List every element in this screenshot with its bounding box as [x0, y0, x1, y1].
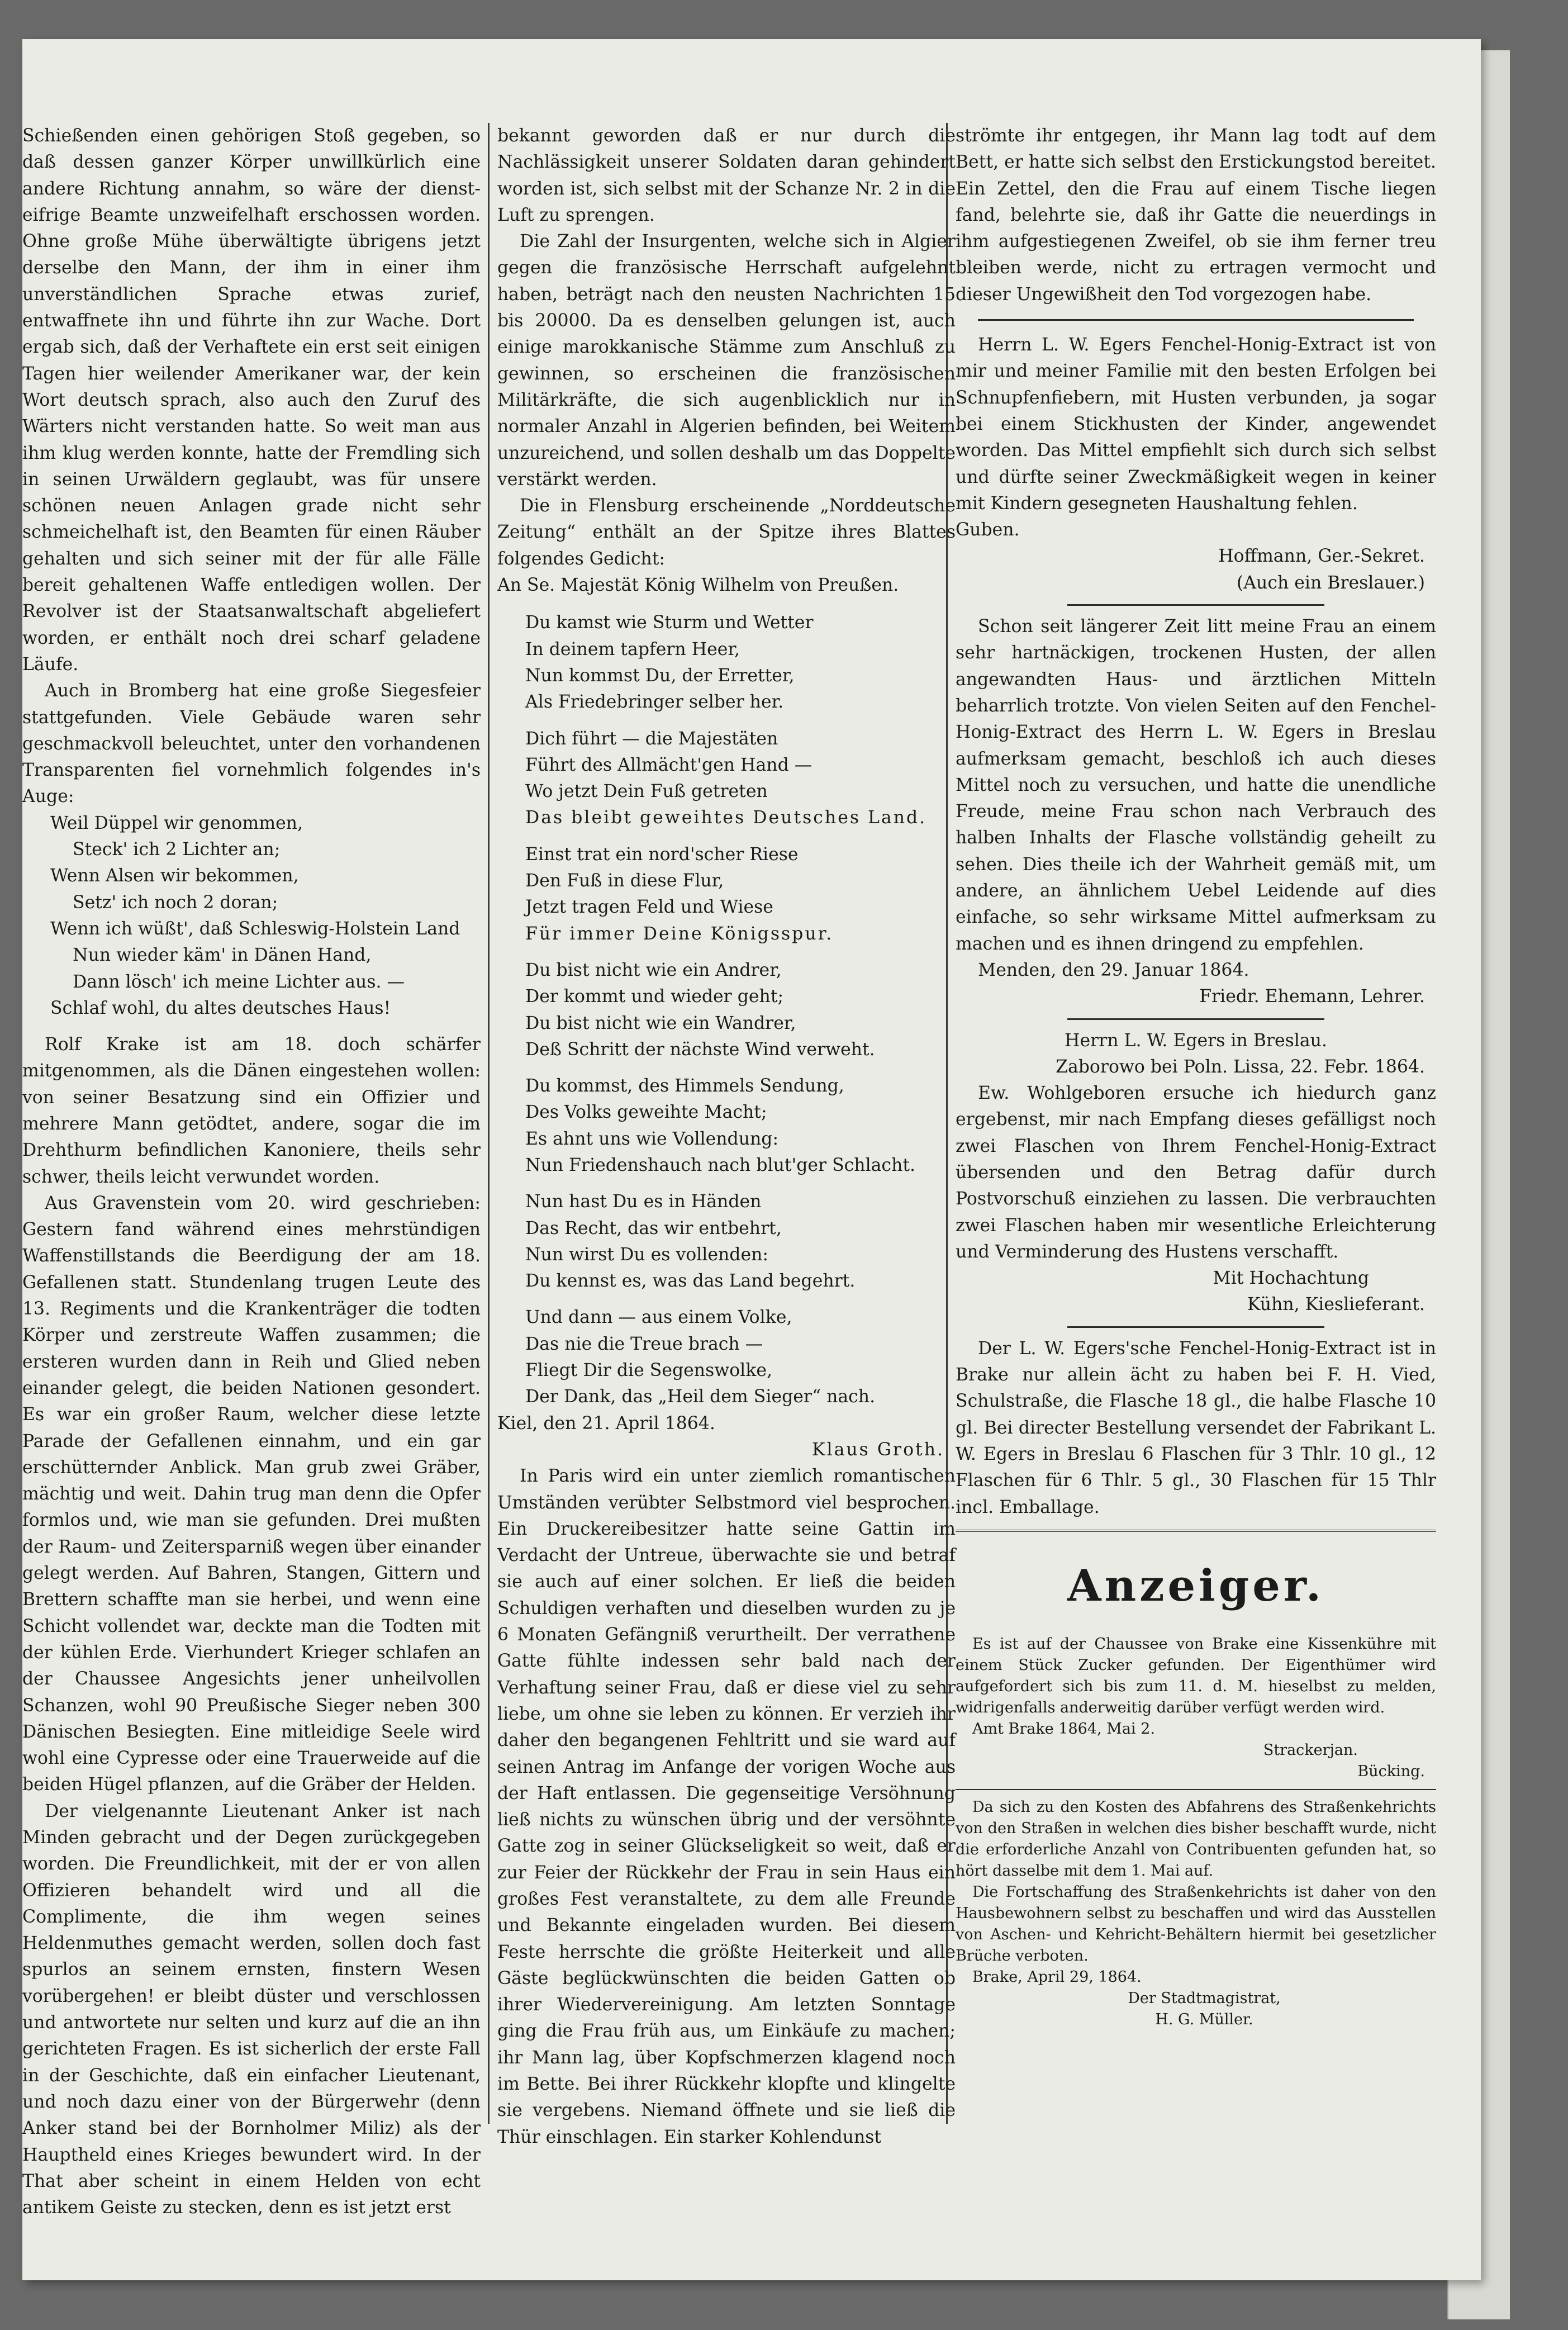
verse-line: Wenn ich wüßt', daß Schleswig-Holstein Land [50, 918, 460, 939]
notice-paragraph: Die Fortschaffung des Straßenkehrichts ist daher von den Hausbewohnern selbst zu beschaffen und wird das Ausstellen von Aschen- und Kehricht-Behältern hiermit bei gesetzlicher Brüche verboten. [956, 1883, 1436, 1964]
article-paragraph: In Paris wird ein unter ziemlich romantischen Umständen verübter Selbstmord viel besprochen. Ein Druckereibesitzer hatte seine Gattin im Verdacht der Untreue, überwachte sie und betraf sie auch auf einer solchen. Er ließ die beiden Schuldigen verhaften und dieselben wurden zu je 6 Monaten Gefängniß verurtheilt. Der verrathene Gatte fühlte indessen sehr bald nach der Verhaftung seiner Frau, daß er diese viel zu sehr liebe, um ohne sie leben zu können. Er verzieh ihr daher den begangenen Fehltritt und sie ward auf seinen Antrag im Anfange der vorigen Woche aus der Haft entlassen. Die gegenseitige Versöhnung ließ nichts zu wünschen übrig und der versöhnte Gatte zog in seiner Glückseligkeit so weit, daß er zur Feier der Rückkehr der Frau in sein Haus ein großes Fest veranstaltete, zu dem alle Freunde und Bekannte eingeladen wurden. Bei diesem Feste herrschte die größte Heiterkeit und alle Gäste beglückwünschten die beiden Gatten ob ihrer Wiedervereinigung. Am letzten Sonntage ging die Frau früh aus, um Einkäufe zu machen; ihr Mann lag, über Kopfschmerzen klagend noch im Bette. Bei ihrer Rückkehr klopfte und klingelte sie vergebens. Niemand öffnete und sie ließ die Thür einschlagen. Ein starker Kohlendunst [497, 1466, 956, 2147]
testimonial-place: Guben. [956, 520, 1020, 540]
poem-stanza [525, 726, 956, 832]
verse-line: Nun wirst Du es vollenden: [525, 1244, 769, 1265]
poem-stanza [525, 957, 956, 1063]
verse-line: Einst trat ein nord'scher Riese [525, 844, 799, 865]
verse-line: Das nie die Treue brach — [525, 1334, 763, 1354]
notice-signature: Strackerjan. [1263, 1741, 1358, 1759]
verse-line: Nun hast Du es in Händen [525, 1192, 762, 1212]
verse-line: Deß Schritt der nächste Wind verweht. [525, 1039, 875, 1060]
poem-stanza [525, 1189, 956, 1294]
anzeiger-heading: Anzeiger. [1067, 1560, 1325, 1611]
verse-line: Dich führt — die Majestäten [525, 728, 778, 749]
article-paragraph: strömte ihr entgegen, ihr Mann lag todt auf dem Bett, er hatte sich selbst den Erstickungstod bereitet. Ein Zettel, den die Frau auf einem Tische liegen fand, belehrte sie, daß ihr Gatte die neuerdings in ihm aufgestiegenen Zweifel, ob sie ihm ferner treu bleiben werde, nicht zu ertragen vermocht und dieser Ungewißheit den Tod vorgezogen habe. [956, 126, 1436, 305]
verse-line: Du bist nicht wie ein Andrer, [525, 960, 782, 980]
notice-divider [956, 1789, 1436, 1790]
verse-line: Fliegt Dir die Segenswolke, [525, 1360, 772, 1381]
verse-line: Führt des Allmächt'gen Hand — [525, 754, 812, 775]
notice-paragraph: Da sich zu den Kosten des Abfahrens des Straßenkehrichts von den Straßen in welchen dies bisher beschafft wurde, nicht die erforderliche Anzahl von Contribuenten gefunden hat, so hört dasselbe mit dem 1. Mai auf. [956, 1798, 1436, 1880]
verse-line: Wenn Alsen wir bekommen, [50, 866, 299, 886]
verse-line: Nun kommst Du, der Erretter, [525, 665, 795, 686]
poem-stanza [525, 842, 956, 947]
verse-line: Du kamst wie Sturm und Wetter [525, 613, 814, 633]
poem-place-date: Kiel, den 21. April 1864. [497, 1413, 715, 1434]
verse-line: Für immer Deine Königsspur. [525, 923, 834, 944]
poem-stanza [525, 1073, 956, 1179]
notice-authority: Der Stadtmagistrat, [1128, 1989, 1281, 2007]
letter-closing: Mit Hochachtung [1213, 1268, 1369, 1289]
notice-paragraph: Es ist auf der Chaussee von Brake eine Kissenkühre mit einem Stück Zucker gefunden. Der Eigenthümer wird aufgefordert sich bis zum 11. d. M. hieselbst zu melden, widrigenfalls anderweitig darüber verfügt werden wird. [956, 1635, 1436, 1716]
section-divider-double [956, 1530, 1436, 1533]
verse-line: Des Volks geweihte Macht; [525, 1102, 767, 1123]
letter-date: Zaborowo bei Poln. Lissa, 22. Febr. 1864. [1056, 1056, 1425, 1077]
article-paragraph: Auch in Bromberg hat eine große Siegesfeier stattgefunden. Viele Gebäude waren sehr geschmackvoll beleuchtet, unter den vorhandenen Transparenten fiel vornehmlich folgendes in's Auge: [22, 681, 481, 807]
notice-date: Amt Brake 1864, Mai 2. [972, 1720, 1155, 1738]
advert-testimonial: Herrn L. W. Egers Fenchel-Honig-Extract ist von mir und meiner Familie mit den besten Erfolgen bei Schnupfenfiebern, mit Husten verbunden, ja sogar bei einem Stickhusten der Kinder, angewendet worden. Das Mittel empfiehlt sich durch sich selbst und dürfte seiner Zweckmäßigkeit wegen in keiner mit Kindern gesegneten Haushaltung fehlen. [956, 335, 1436, 514]
testimonial-date: Menden, den 29. Januar 1864. [978, 960, 1249, 980]
verse-line: Nun Friedenshauch nach blut'ger Schlacht. [525, 1155, 916, 1175]
column-left [22, 123, 481, 2218]
testimonial-signature: Hoffmann, Ger.-Sekret. [1218, 546, 1425, 567]
verse-line: Weil Düppel wir genommen, [50, 813, 303, 833]
advert-testimonial: Schon seit längerer Zeit litt meine Frau an einem sehr hartnäckigen, trockenen Husten, der allen angewandten Haus- und ärztlichen Mitteln beharrlich trotzte. Von vielen Seiten auf den Fenchel-Honig-Extract des Herrn L. W. Egers in Breslau aufmerksam gemacht, beschloß ich auch dieses Mittel noch zu versuchen, und hatte die unendliche Freude, meine Frau schon nach Verbrauch des halben Inhalts der Flasche vollständig geheilt zu sehen. Dies theile ich der Wahrheit gemäß mit, um andere, an ähnlichem Uebel Leidende auf dies einfache, so sehr wirksame Mittel aufmerksam zu machen und es ihnen dringend zu empfehlen. [956, 616, 1436, 954]
poem-dedication: An Se. Majestät König Wilhelm von Preußen. [497, 575, 899, 596]
article-paragraph: Die in Flensburg erscheinende „Norddeutsche Zeitung“ enthält an der Spitze ihres Blattes folgendes Gedicht: [497, 496, 956, 569]
notice-signature: H. G. Müller. [1155, 2010, 1253, 2028]
section-divider [1067, 604, 1324, 606]
verse-line: Wo jetzt Dein Fuß getreten [525, 781, 768, 802]
notice-signature: Bücking. [1357, 1762, 1425, 1780]
poem-stanza [525, 1304, 956, 1410]
section-divider [1067, 1326, 1324, 1328]
verse-line: Du kommst, des Himmels Sendung, [525, 1076, 844, 1097]
poem-author: Klaus Groth. [812, 1439, 944, 1460]
article-paragraph: Aus Gravenstein vom 20. wird geschrieben: Gestern fand während eines mehrstündigen Waffenstillstands die Beerdigung der am 18. Gefallenen statt. Stundenlang trugen Leute des 13. Regiments und die Krankenträger die todten Körper und zerstreute Waffen zusammen; die ersteren wurden dann in Reih und Glied neben einander gelegt, die beiden Nationen gesondert. Es war ein großer Raum, welcher diese letzte Parade der Gefallenen einnahm, und ein gar erschütternder Anblick. Man grub zwei Gräber, mächtig und weit. Dahin trug man denn die Opfer formlos und, wie man sie gefunden. Drei mußten der Raum- und Zeitersparniß wegen über einander gelegt werden. Auf Bahren, Stangen, Gittern und Brettern schaffte man sie herbei, und wenn eine Schicht vollendet war, deckte man die Todten mit der kühlen Erde. Vierhundert Krieger schlafen an der Chaussee Angesichts jener unheilvollen Schanzen, wohl 90 Preußische Sieger neben 300 Dänischen Besiegten. Eine mitleidige Seele wird wohl eine Cypresse oder eine Trauerweide auf die beiden Hügel pflanzen, auf die Gräber der Helden. [22, 1193, 481, 1795]
verse-line: Du bist nicht wie ein Wandrer, [525, 1013, 796, 1033]
poem-stanza [525, 610, 956, 715]
verse-line: Schlaf wohl, du altes deutsches Haus! [50, 998, 391, 1018]
verse-line: Jetzt tragen Feld und Wiese [525, 897, 773, 918]
verse-line: Es ahnt uns wie Vollendung: [525, 1128, 779, 1149]
column-rule [488, 123, 490, 2124]
verse-line: Das bleibt geweihtes Deutsches Land. [525, 808, 927, 828]
article-paragraph: Schießenden einen gehörigen Stoß gegeben, so daß dessen ganzer Körper unwillkürlich eine andere Richtung annahm, so wäre der dienst-eifrige Beamte unzweifelhaft erschossen worden. Ohne große Mühe überwältigte übrigens jetzt derselbe den Mann, der ihm in einer ihm unverständlichen Sprache etwas zurief, entwaffnete ihn und führte ihn zur Wache. Dort ergab sich, daß der Verhaftete ein erst seit einigen Tagen hier weilender Amerikaner war, der kein Wort deutsch sprach, also auch den Zuruf des Wärters nicht verstanden hatte. So weit man aus ihm klug werden konnte, hatte der Fremdling sich in seinen Urwäldern geglaubt, was für unsere schönen neuen Anlagen grade nicht sehr schmeichelhaft ist, den Beamten für einen Räuber gehalten und sich seiner mit der für alle Fälle bereit gehaltenen Waffe entledigen wollen. Der Revolver ist der Staatsanwaltschaft abgeliefert worden, er enthält noch drei scharf geladene Läufe. [22, 126, 481, 675]
verse-line: Der kommt und wieder geht; [525, 986, 784, 1007]
notice-date: Brake, April 29, 1864. [972, 1968, 1142, 1986]
article-paragraph: Rolf Krake ist am 18. doch schärfer mitgenommen, als die Dänen eingestehen wollen: von seiner Besatzung sind ein Offizier und mehrere Mann getödtet, andere, sogar die im Drehthurm befindlichen Kanoniere, theils sehr schwer, theils leicht verwundet worden. [22, 1034, 481, 1187]
verse-line: Dann lösch' ich meine Lichter aus. — [73, 971, 405, 992]
verse-line: Den Fuß in diese Flur, [525, 871, 724, 891]
verse-line: In deinem tapfern Heer, [525, 639, 740, 659]
verse-line: Als Friedebringer selber her. [525, 692, 784, 713]
verse-line: Steck' ich 2 Lichter an; [73, 839, 281, 860]
newspaper-page [22, 39, 1481, 2280]
verse-line: Und dann — aus einem Volke, [525, 1307, 792, 1328]
notices-block [956, 1634, 1436, 2030]
advert-sales-notice: Der L. W. Egers'sche Fenchel-Honig-Extract ist in Brake nur allein ächt zu haben bei F. H. Vied, Schulstraße, die Flasche 18 gl., die halbe Flasche 10 gl. Bei directer Bestellung versendet der Fabrikant L. W. Egers in Breslau 6 Flaschen für 3 Thlr. 10 gl., 12 Flaschen für 6 Thlr. 5 gl., 30 Flaschen für 15 Thlr incl. Emballage. [956, 1338, 1436, 1517]
section-divider [978, 319, 1414, 321]
testimonial-signature-note: (Auch ein Breslauer.) [1237, 572, 1425, 593]
column-middle [497, 123, 956, 2152]
verse-line: Setz' ich noch 2 doran; [73, 892, 278, 913]
transparent-verse [50, 810, 481, 1022]
article-paragraph: Die Zahl der Insurgenten, welche sich in Algier gegen die französische Herrschaft aufgelehnt haben, beträgt nach den neusten Nachrichten 15 bis 20000. Da es denselben gelungen ist, auch einige marokkanische Stämme zum Anschluß zu gewinnen, so erscheinen die französischen Militärkräfte, die sich augenblicklich nur in normaler Anzahl in Algerien befinden, bei Weitem unzureichend, und sollen deshalb um das Doppelte verstärkt werden. [497, 231, 956, 490]
verse-line: Das Recht, das wir entbehrt, [525, 1218, 782, 1238]
article-paragraph: Der vielgenannte Lieutenant Anker ist nach Minden gebracht und der Degen zurückgegeben worden. Die Freundlichkeit, mit der er von allen Offizieren behandelt wird und all die Complimente, die ihm wegen seines Heldenmuthes gemacht werden, sollen doch fast spurlos an seinem ernsten, finstern Wesen vorübergehen! er bleibt düster und verschlossen und antwortete nur selten und kurz auf die an ihn gerichteten Fragen. Es ist sicherlich der erste Fall in der Geschichte, daß ein einfacher Lieutenant, und noch dazu einer von der Bürgerwehr (denn Anker stand bei der Bornholmer Miliz) als der Hauptheld eines Krieges bewundert wird. In der That aber scheint in einem Helden von echt antikem Geiste zu stecken, denn es ist jetzt erst [22, 1801, 481, 2218]
testimonial-signature: Friedr. Ehemann, Lehrer. [1199, 986, 1425, 1007]
verse-line: Du kennst es, was das Land begehrt. [525, 1271, 856, 1292]
letter-addressee: Herrn L. W. Egers in Breslau. [1065, 1030, 1327, 1051]
testimonial-signature: Kühn, Kieslieferant. [1247, 1294, 1425, 1315]
column-right [956, 123, 1436, 2152]
verse-line: Nun wieder käm' in Dänen Hand, [73, 945, 372, 966]
advert-testimonial: Ew. Wohlgeboren ersuche ich hiedurch ganz ergebenst, mir nach Empfang dieses gefälligst noch zwei Flaschen von Ihrem Fenchel-Honig-Extract übersenden und den Betrag dafür durch Postvorschuß einziehen zu lassen. Die verbrauchten zwei Flaschen haben mir wesentliche Erleichterung und Verminderung des Hustens verschafft. [956, 1083, 1436, 1262]
verse-line: Der Dank, das „Heil dem Sieger“ nach. [525, 1387, 876, 1407]
section-divider [1067, 1018, 1324, 1020]
article-paragraph: bekannt geworden daß er nur durch die Nachlässigkeit unserer Soldaten daran gehindert worden ist, sich selbst mit der Schanze Nr. 2 in die Luft zu sprengen. [497, 126, 956, 225]
